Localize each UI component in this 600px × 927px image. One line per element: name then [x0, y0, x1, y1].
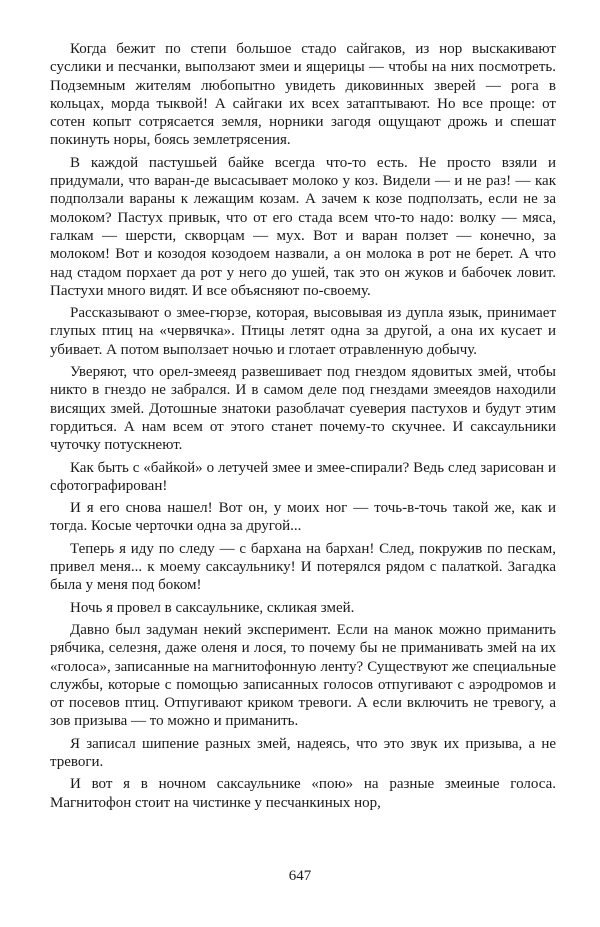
paragraph: Как быть с «байкой» о летучей змее и змее-спирали? Ведь след зарисован и сфотографирован!	[50, 459, 556, 494]
paragraph: Рассказывают о змее-гюрзе, которая, высовывая из дупла язык, принимает глупых птиц на «червячка». Птицы летят одна за другой, а она их кусает и убивает. А потом выползает ночью и глотает отравленную добычу.	[50, 305, 556, 358]
paragraph: Теперь я иду по следу — с бархана на бархан! След, покружив по пескам, привел меня... к моему саксаульнику! И потерялся рядом с палаткой. Загадка была у меня под боком!	[50, 540, 556, 594]
paragraph: И я его снова нашел! Вот он, у моих ног — точь-в-точь такой же, как и тогда. Косые черточки одна за другой...	[50, 500, 556, 535]
page-number: 647	[288, 868, 312, 884]
paragraph: В каждой пастушьей байке всегда что-то есть. Не просто взяли и придумали, что варан-де высасывает молоко у коз. Видели — и не раз! — как подползали вараны к лежащим козам. А зачем к козе подползать, если не за молоком? Пастух привык, что от его стада всем что-то надо: волку — мяса, галкам — шерсти, скворцам — мух. Вот и варан ползет — конечно, за молоком! Вот и козодоя козодоем назвали, а он молока в рот не берет. А что над стадом порхает да рот у него до ушей, так это он жуков и бабочек ловит. Пастухи много видят. И все объясняют по-своему.	[50, 154, 556, 299]
paragraph: Ночь я провел в саксаульнике, скликая змей.	[70, 599, 355, 616]
paragraph: И вот я в ночном саксаульнике «пою» на разные змеиные голоса. Магнитофон стоит на чистинке у песчанкиных нор,	[50, 776, 556, 811]
paragraph: Когда бежит по степи большое стадо сайгаков, из нор выскакивают суслики и песчанки, выползают змеи и ящерицы — чтобы на них посмотреть. Подземным жителям любопытно увидеть диковинных зверей — рога в кольцах, морда тыквой! А сайгаки их всех затаптывают. Но все проще: от сотен копыт сотрясается земля, норники загодя ощущают дрожь и спешат покинуть норы, боясь землетрясения.	[50, 41, 556, 149]
paragraph: Давно был задуман некий эксперимент. Если на манок можно приманить рябчика, селезня, даже оленя и лося, то почему бы не приманивать змей на их «голоса», записанные на магнитофонную ленту? Существуют же специальные службы, которые с помощью записанных голосов отпугивают с аэродромов и от посевов птиц. Отпугивают криком тревоги. А если включить не тревогу, а зов призыва — то можно и приманить.	[50, 621, 556, 730]
page-body	[50, 40, 556, 816]
paragraph: Уверяют, что орел-змееяд развешивает под гнездом ядовитых змей, чтобы никто в гнездо не забрался. И в самом деле под гнездами змееядов находили висящих змей. Дотошные знатоки разоблачат суеверия пастухов и будут этим гордиться. А нам всем от этого станет почему-то скучнее. И саксаульники чуточку потускнеют.	[50, 364, 556, 454]
paragraph: Я записал шипение разных змей, надеясь, что это звук их призыва, а не тревоги.	[50, 735, 556, 770]
